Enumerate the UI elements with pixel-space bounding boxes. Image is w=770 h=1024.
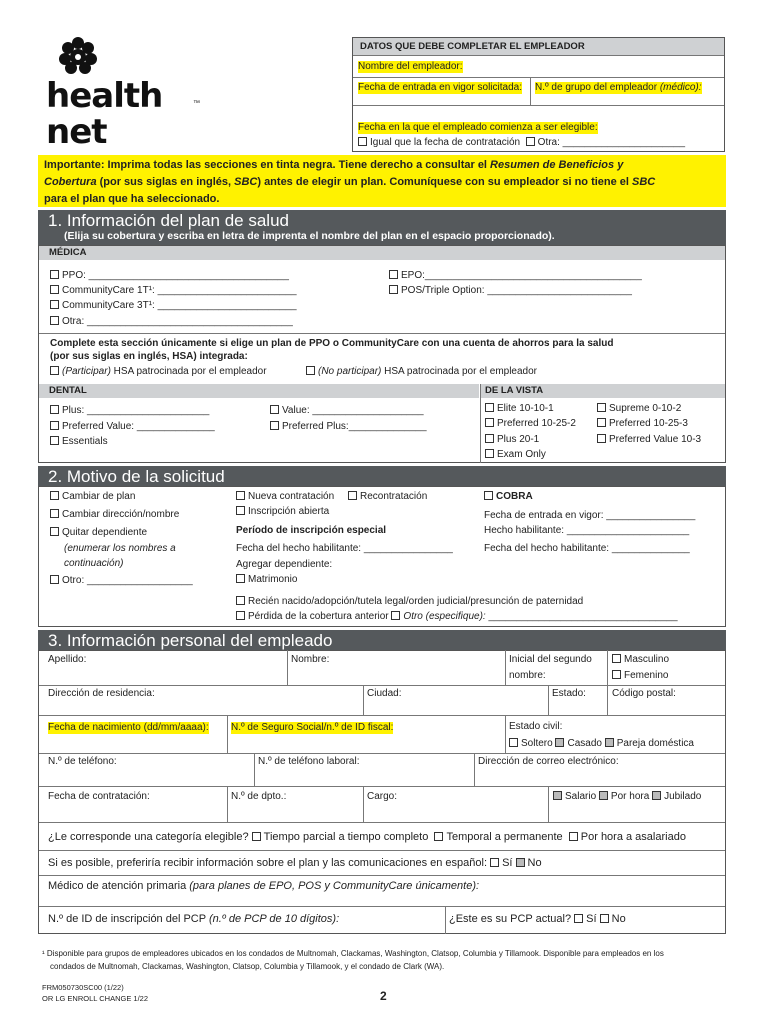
dept-number-label: N.º de dpto.:	[231, 791, 287, 802]
form-code: FRM050730SC00 (1/22)	[42, 983, 124, 992]
spanish-yes-checkbox[interactable]	[490, 858, 499, 867]
eligible-category-row: ¿Le corresponde una categoría elegible? Tiempo parcial a tiempo completo Temporal a permanente Por hora a asalariado	[48, 831, 686, 843]
marital-status-options: Soltero Casado Pareja doméstica	[509, 738, 694, 750]
health-net-logo	[46, 36, 206, 152]
epo-option[interactable]: EPO:_______________________________________	[389, 270, 642, 282]
work-phone-label: N.º de teléfono laboral:	[258, 756, 360, 767]
group-number-label: N.º de grupo del empleador (médico):	[535, 82, 702, 93]
current-pcp-no-checkbox[interactable]	[600, 914, 609, 923]
logo-trademark: ™	[193, 100, 200, 107]
section1-bar	[38, 210, 726, 245]
pos-option[interactable]: POS/Triple Option: __________________________	[389, 285, 632, 297]
cobra-qualifying-event: Hecho habilitante: ______________________	[484, 525, 690, 536]
qualifying-event-date: Fecha del hecho habilitante: ________________	[236, 543, 453, 554]
middle-initial-label-2: nombre:	[509, 670, 546, 681]
pcp-id-label: N.º de ID de inscripción del PCP (n.º de PCP de 10 dígitos):	[48, 913, 340, 925]
cobra-effective-date: Fecha de entrada en vigor: ________________	[484, 510, 696, 521]
ssn-label: N.º de Seguro Social/n.º de ID fiscal:	[231, 722, 394, 733]
dental-essentials-option[interactable]: Essentials	[50, 436, 108, 448]
single-checkbox[interactable]	[509, 738, 518, 747]
enroll-change-code: OR LG ENROLL CHANGE 1/22	[42, 994, 149, 1003]
same-as-hire-checkbox[interactable]	[358, 137, 367, 146]
reason-remove-dependent[interactable]: Quitar dependiente	[50, 527, 147, 539]
section2-bar	[38, 466, 726, 486]
section2-title: 2. Motivo de la solicitud	[48, 467, 225, 486]
vision-preferred-25-2-option[interactable]: Preferred 10-25-2	[485, 418, 576, 430]
vision-elite-option[interactable]: Elite 10-10-1	[485, 403, 554, 415]
spanish-preference-row: Si es posible, preferiría recibir información sobre el plan y las comunicaciones en español: Sí No	[48, 857, 542, 869]
add-dependent-label: Agregar dependiente:	[236, 559, 333, 570]
logo-text: health net	[46, 76, 163, 152]
last-name-label: Apellido:	[48, 654, 87, 665]
reason-new-hire[interactable]: Nueva contratación	[236, 491, 334, 503]
address-label: Dirección de residencia:	[48, 688, 155, 699]
remove-dependent-note-1: (enumerar los nombres a	[64, 543, 176, 554]
state-label: Estado:	[552, 688, 586, 699]
first-name-label: Nombre:	[291, 654, 330, 665]
hsa-no-participate-option[interactable]: (No participar) HSA patrocinada por el empleador	[306, 366, 537, 378]
employer-box-header: DATOS QUE DEBE COMPLETAR EL EMPLEADOR	[360, 41, 585, 52]
temp-to-perm-checkbox[interactable]	[434, 832, 443, 841]
section3-title: 3. Información personal del empleado	[48, 631, 333, 650]
other-date-checkbox[interactable]	[526, 137, 535, 146]
dental-preferred-plus-option[interactable]: Preferred Plus:______________	[270, 421, 427, 433]
eligible-options: Igual que la fecha de contratación Otra: ______________________	[358, 137, 685, 149]
pay-type-options: Salario Por hora Jubilado	[553, 791, 701, 803]
page-number: 2	[380, 989, 387, 1003]
vision-preferred-value-option[interactable]: Preferred Value 10-3	[597, 434, 701, 446]
dental-header: DENTAL	[39, 384, 479, 398]
domestic-partner-checkbox[interactable]	[605, 738, 614, 747]
logo-mark-icon	[56, 36, 100, 76]
salary-checkbox[interactable]	[553, 791, 562, 800]
vision-plus-option[interactable]: Plus 20-1	[485, 434, 539, 446]
vision-preferred-25-3-option[interactable]: Preferred 10-25-3	[597, 418, 688, 430]
other-specify-checkbox[interactable]	[391, 611, 400, 620]
important-line-2: Cobertura (por sus siglas en inglés, SBC) antes de elegir un plan. Comuníquese con su empleador si no tiene el SBC	[44, 176, 656, 188]
hsa-instruction-1: Complete esta sección únicamente si elige un plan de PPO o CommunityCare con una cuenta de ahorros para la salud	[50, 338, 614, 349]
footnote-line-1: ¹ Disponible para grupos de empleadores ubicados en los condados de Multnomah, Clackamas, Washington, Clatsop, Columbia y Tillamook. Disponible para empleados en los	[42, 949, 664, 958]
cc3-option[interactable]: CommunityCare 3T¹: _________________________	[50, 300, 297, 312]
pcp-label: Médico de atención primaria (para planes de EPO, POS y CommunityCare únicamente):	[48, 880, 480, 892]
reason-rehire[interactable]: Recontratación	[348, 491, 427, 503]
cobra-option[interactable]: COBRA	[484, 491, 533, 503]
phone-label: N.º de teléfono:	[48, 756, 117, 767]
medical-header: MÉDICA	[39, 246, 725, 260]
job-title-label: Cargo:	[367, 791, 398, 802]
city-label: Ciudad:	[367, 688, 402, 699]
other-medical-option[interactable]: Otra: _____________________________________	[50, 316, 293, 328]
email-label: Dirección de correo electrónico:	[478, 756, 619, 767]
dental-plus-option[interactable]: Plus: ______________________	[50, 405, 209, 417]
current-pcp-yes-checkbox[interactable]	[574, 914, 583, 923]
zip-label: Código postal:	[612, 688, 676, 699]
hourly-to-salary-checkbox[interactable]	[569, 832, 578, 841]
marital-status-label: Estado civil:	[509, 721, 563, 732]
vision-exam-only-option[interactable]: Exam Only	[485, 449, 546, 461]
reason-open-enrollment[interactable]: Inscripción abierta	[236, 506, 329, 518]
dob-label: Fecha de nacimiento (dd/mm/aaaa):	[48, 722, 209, 733]
important-line-3: para el plan que ha seleccionado.	[44, 193, 220, 205]
ppo-option[interactable]: PPO: ____________________________________	[50, 270, 289, 282]
vision-header: DE LA VISTA	[481, 384, 725, 398]
dental-value-option[interactable]: Value: ____________________	[270, 405, 424, 417]
section3-bar	[38, 630, 726, 650]
hourly-checkbox[interactable]	[599, 791, 608, 800]
reason-change-address[interactable]: Cambiar dirección/nombre	[50, 509, 179, 521]
dental-preferred-option[interactable]: Preferred Value: ______________	[50, 421, 215, 433]
reason-change-plan[interactable]: Cambiar de plan	[50, 491, 135, 503]
employer-name-label: Nombre del empleador:	[358, 61, 463, 72]
hsa-participate-option[interactable]: (Participar) HSA patrocinada por el empleador	[50, 366, 267, 378]
reason-other[interactable]: Otro: ___________________	[50, 575, 193, 587]
cobra-event-date: Fecha del hecho habilitante: ______________	[484, 543, 690, 554]
reason-marriage[interactable]: Matrimonio	[236, 574, 297, 586]
special-enrollment-heading: Período de inscripción especial	[236, 525, 387, 536]
reason-loss-of-coverage[interactable]: Pérdida de la cobertura anterior Otro (especifique): __________________________________	[236, 611, 678, 623]
remove-dependent-note-2: continuación)	[64, 558, 124, 569]
current-pcp-row: ¿Este es su PCP actual? Sí No	[449, 913, 626, 925]
hire-date-label: Fecha de contratación:	[48, 791, 150, 802]
gender-female[interactable]: Femenino	[612, 670, 668, 682]
section1-subtitle: (Elija su cobertura y escriba en letra de imprenta el nombre del plan en el espacio proporcionado).	[64, 230, 555, 242]
important-line-1: Importante: Imprima todas las secciones en tinta negra. Tiene derecho a consultar el Resumen de Beneficios y	[44, 159, 624, 171]
eligible-date-label: Fecha en la que el empleado comienza a ser elegible:	[358, 122, 598, 133]
vision-supreme-option[interactable]: Supreme 0-10-2	[597, 403, 681, 415]
footnote-line-2: condados de Multnomah, Clackamas, Washington, Clatsop, Columbia y Tillamook, y el condado de Clark (WA).	[50, 962, 445, 971]
retired-checkbox[interactable]	[652, 791, 661, 800]
married-checkbox[interactable]	[555, 738, 564, 747]
part-to-full-checkbox[interactable]	[252, 832, 261, 841]
section1-title: 1. Información del plan de salud	[48, 211, 289, 230]
effective-date-label: Fecha de entrada en vigor solicitada:	[358, 82, 522, 93]
gender-male[interactable]: Masculino	[612, 654, 669, 666]
cc1-option[interactable]: CommunityCare 1T¹: _________________________	[50, 285, 297, 297]
spanish-no-checkbox[interactable]	[516, 858, 525, 867]
hsa-instruction-2: (por sus siglas en inglés, HSA) integrada:	[50, 351, 248, 362]
middle-initial-label-1: Inicial del segundo	[509, 654, 592, 665]
reason-newborn[interactable]: Recién nacido/adopción/tutela legal/orden judicial/presunción de paternidad	[236, 596, 583, 608]
